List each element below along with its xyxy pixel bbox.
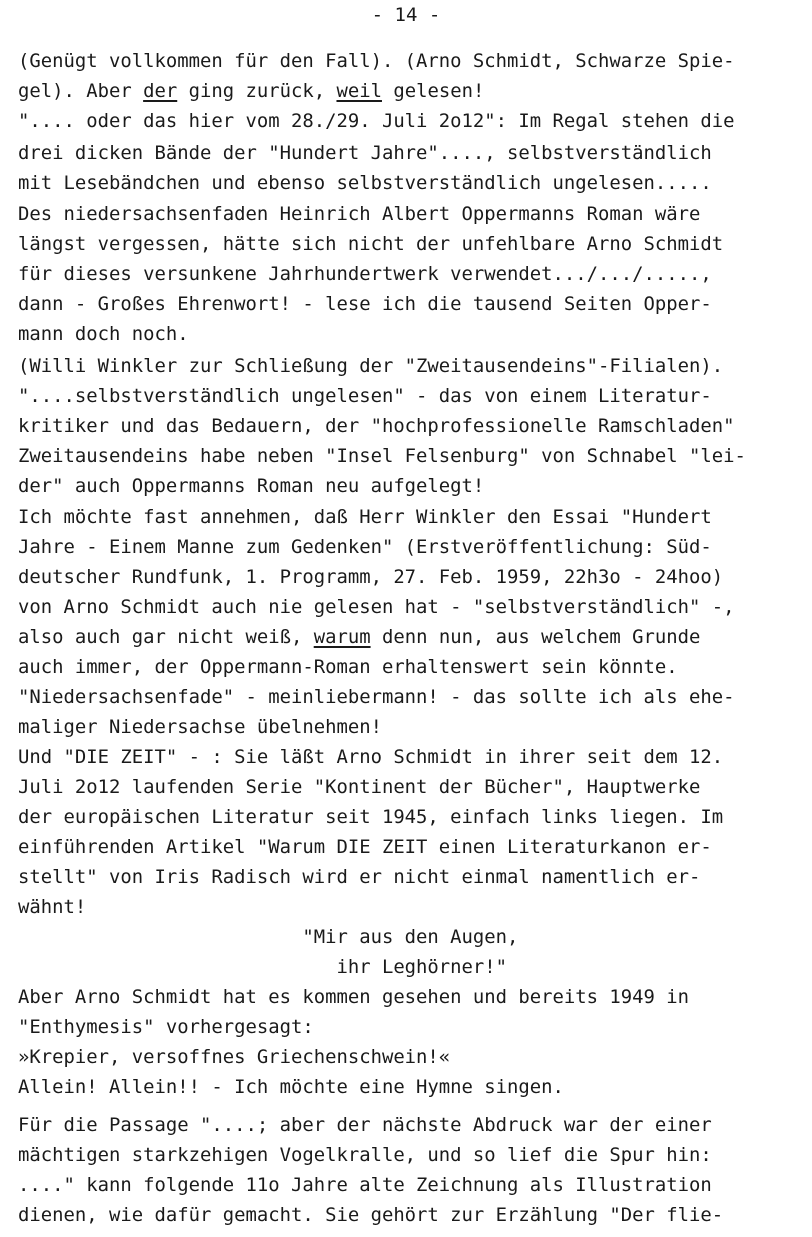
text-line xyxy=(18,473,484,499)
text-segment: stellt" von Iris Radisch wird er nicht einmal namentlich er- xyxy=(18,866,701,888)
text-segment: drei dicken Bände der "Hundert Jahre"...., selbstverständlich xyxy=(18,142,712,164)
text-line xyxy=(18,383,712,409)
text-segment: (Genügt vollkommen für den Fall). (Arno Schmidt, Schwarze Spie- xyxy=(18,50,735,72)
text-segment: der" auch Oppermanns Roman neu aufgelegt! xyxy=(18,475,485,497)
text-line xyxy=(18,201,700,227)
text-segment: kritiker und das Bedauern, der "hochprofessionelle Ramschladen" xyxy=(18,415,735,437)
text-line xyxy=(18,413,735,439)
text-segment: ".... oder das hier vom 28./29. Juli 2o12": Im Regal stehen die xyxy=(18,110,735,132)
text-segment: für dieses versunkene Jahrhundertwerk verwendet.../.../....., xyxy=(18,263,712,285)
text-line xyxy=(18,443,746,469)
text-segment: ging zurück, xyxy=(177,80,337,102)
text-line xyxy=(18,924,518,950)
text-segment: Juli 2o12 laufenden Serie "Kontinent der Bücher", Hauptwerke xyxy=(18,776,701,798)
text-segment: gelesen! xyxy=(381,80,485,102)
text-line xyxy=(18,108,735,134)
text-segment: Jahre - Einem Manne zum Gedenken" (Erstveröffentlichung: Süd- xyxy=(18,536,712,558)
text-segment: wähnt! xyxy=(18,896,87,918)
text-segment: einführenden Artikel "Warum DIE ZEIT einen Literaturkanon er- xyxy=(18,836,712,858)
text-segment: mächtigen starkzehigen Vogelkralle, und so lief die Spur hin: xyxy=(18,1144,712,1166)
text-segment: "Niedersachsenfade" - meinliebermann! - das sollte ich als ehe- xyxy=(18,686,735,708)
text-line xyxy=(18,261,712,287)
text-line xyxy=(18,804,723,830)
text-line xyxy=(18,684,735,710)
text-segment: deutscher Rundfunk, 1. Programm, 27. Feb. 1959, 22h3o - 24hoo) xyxy=(18,566,724,588)
text-segment: der europäischen Literatur seit 1945, einfach links liegen. Im xyxy=(18,806,724,828)
text-segment: längst vergessen, hätte sich nicht der unfehlbare Arno Schmidt xyxy=(18,233,724,255)
text-segment: Ich möchte fast annehmen, daß Herr Winkler den Essai "Hundert xyxy=(18,506,712,528)
text-segment: mann doch noch. xyxy=(18,323,189,345)
text-segment: »Krepier, versoffnes Griechenschwein!« xyxy=(18,1046,451,1068)
page-number: - 14 - xyxy=(371,4,441,26)
text-segment: ...." kann folgende 11o Jahre alte Zeichnung als Illustration xyxy=(18,1174,712,1196)
text-segment: "....selbstverständlich ungelesen" - das von einem Literatur- xyxy=(18,385,712,407)
text-line xyxy=(18,1142,712,1168)
text-segment: also auch gar nicht weiß, xyxy=(18,626,314,648)
underlined-word: weil xyxy=(336,80,382,102)
text-line xyxy=(18,504,712,530)
text-line xyxy=(18,78,484,104)
text-segment: "Enthymesis" vorhergesagt: xyxy=(18,1016,314,1038)
underlined-word: der xyxy=(143,80,178,102)
text-line xyxy=(18,564,723,590)
text-line xyxy=(18,864,700,890)
text-line xyxy=(18,744,723,770)
text-line xyxy=(18,140,712,166)
text-line xyxy=(18,714,382,740)
text-segment: ihr Leghörner!" xyxy=(18,956,508,978)
text-segment: "Mir aus den Augen, xyxy=(18,926,519,948)
text-line xyxy=(18,321,189,347)
text-segment: Aber Arno Schmidt hat es kommen gesehen und bereits 1949 in xyxy=(18,986,690,1008)
underlined-word: warum xyxy=(313,626,371,648)
text-line xyxy=(18,984,689,1010)
text-line xyxy=(18,1044,450,1070)
text-segment: Für die Passage "....; aber der nächste Abdruck war der einer xyxy=(18,1114,712,1136)
text-line xyxy=(18,774,700,800)
text-segment: mit Lesebändchen und ebenso selbstverständlich ungelesen..... xyxy=(18,172,712,194)
text-line xyxy=(18,894,86,920)
text-segment: von Arno Schmidt auch nie gelesen hat - "selbstverständlich" -, xyxy=(18,596,735,618)
text-segment: auch immer, der Oppermann-Roman erhaltenswert sein könnte. xyxy=(18,656,678,678)
text-line xyxy=(18,170,712,196)
text-segment: Allein! Allein!! - Ich möchte eine Hymne singen. xyxy=(18,1076,564,1098)
text-segment: Des niedersachsenfaden Heinrich Albert Oppermanns Roman wäre xyxy=(18,203,701,225)
text-segment: Zweitausendeins habe neben "Insel Felsenburg" von Schnabel "lei- xyxy=(18,445,746,467)
text-line xyxy=(18,834,712,860)
text-line xyxy=(18,954,507,980)
text-line xyxy=(18,534,712,560)
text-segment: dienen, wie dafür gemacht. Sie gehört zur Erzählung "Der flie- xyxy=(18,1204,724,1226)
text-line xyxy=(18,231,723,257)
text-line xyxy=(18,1172,712,1198)
text-line xyxy=(18,654,678,680)
text-line xyxy=(18,1074,564,1100)
text-segment: dann - Großes Ehrenwort! - lese ich die tausend Seiten Opper- xyxy=(18,293,712,315)
text-segment: (Willi Winkler zur Schließung der "Zweitausendeins"-Filialen). xyxy=(18,355,724,377)
text-line xyxy=(18,594,735,620)
text-segment: maliger Niedersachse übelnehmen! xyxy=(18,716,382,738)
text-line xyxy=(18,291,712,317)
text-segment: gel). Aber xyxy=(18,80,144,102)
text-line xyxy=(18,1202,723,1228)
text-line xyxy=(18,353,723,379)
text-segment: denn nun, aus welchem Grunde xyxy=(370,626,701,648)
text-line xyxy=(18,1112,712,1138)
text-line xyxy=(18,624,700,650)
text-line xyxy=(18,1014,314,1040)
text-segment: Und "DIE ZEIT" - : Sie läßt Arno Schmidt in ihrer seit dem 12. xyxy=(18,746,724,768)
text-line xyxy=(18,48,735,74)
